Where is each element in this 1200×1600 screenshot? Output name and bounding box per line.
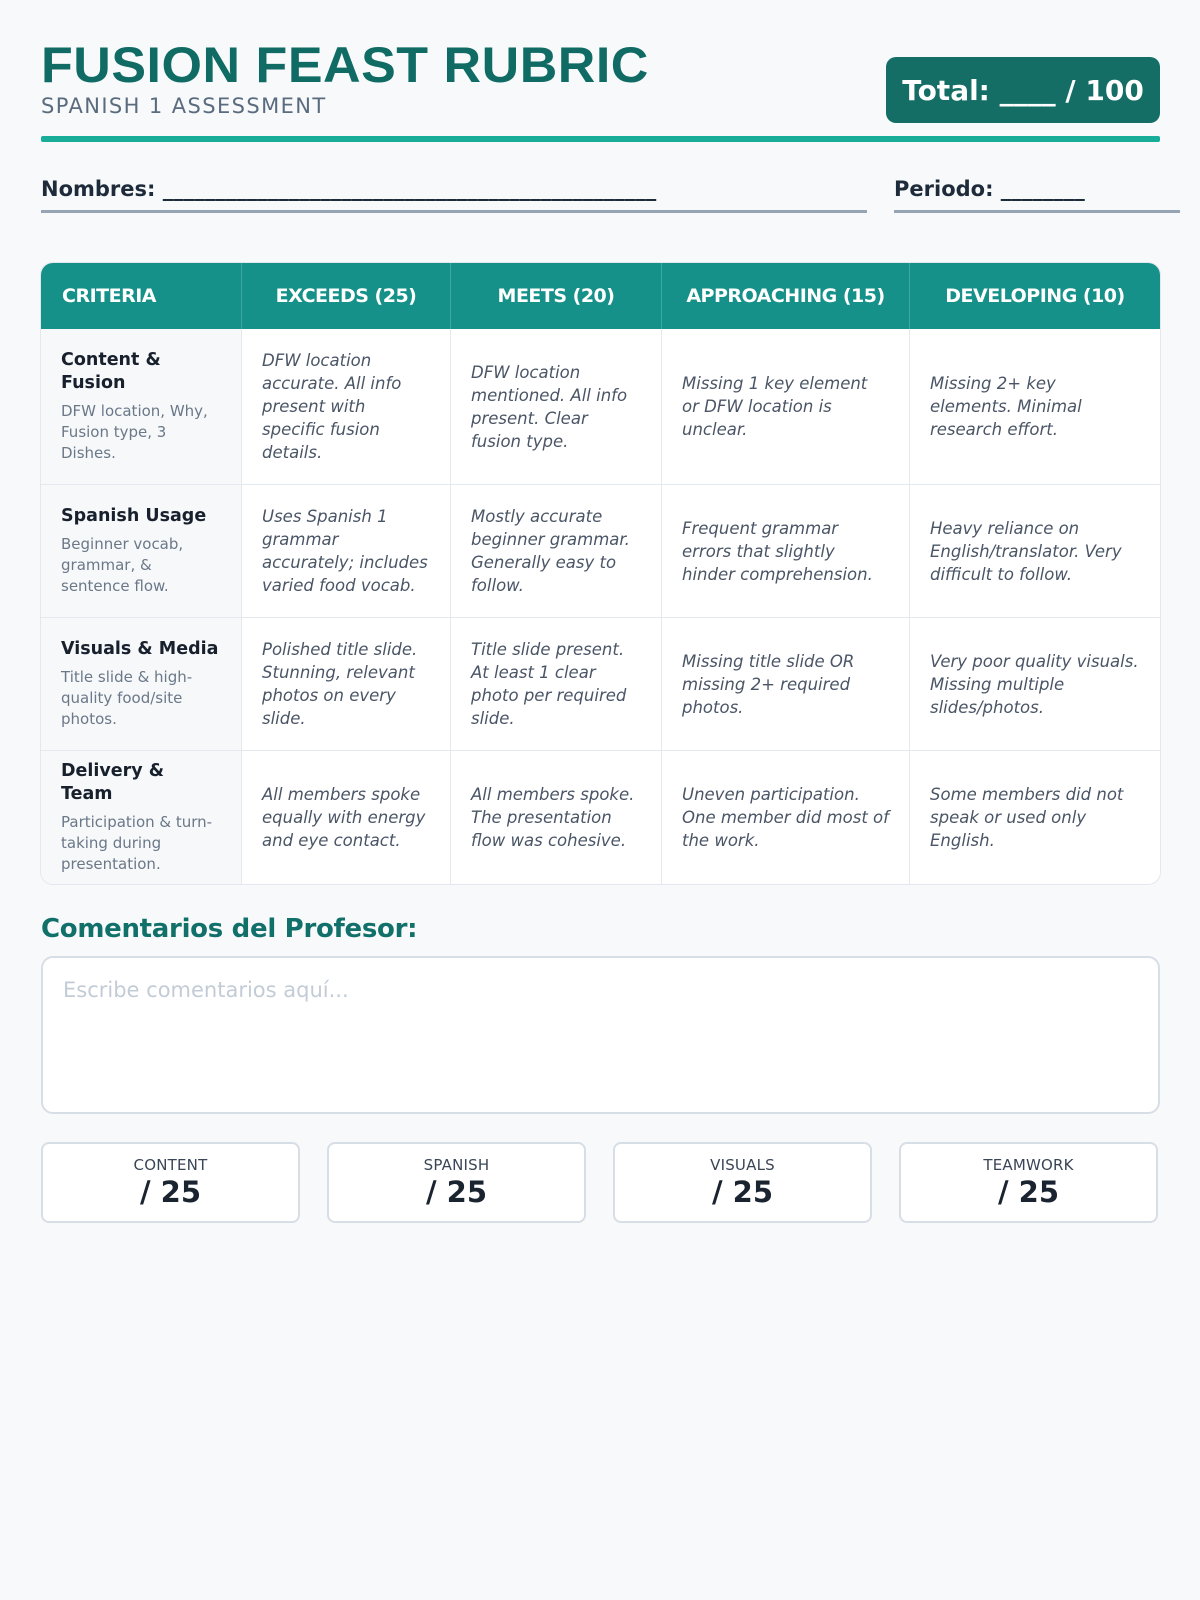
criteria-name: Spanish Usage — [61, 506, 207, 526]
score-value: / 25 — [711, 1175, 774, 1209]
developing-cell: Missing 2+ key elements. Minimal research effort. — [930, 374, 1082, 439]
criteria-description: Participation & turn-taking during presentation. — [61, 813, 213, 873]
meets-cell: All members spoke. The presentation flow was cohesive. — [451, 750, 662, 884]
criteria-cell — [41, 617, 242, 750]
criteria-description: DFW location, Why, Fusion type, 3 Dishes. — [61, 402, 208, 462]
score-box-content[interactable] — [41, 1142, 300, 1223]
approaching-cell: Missing title slide OR missing 2+ required photos. — [662, 617, 910, 750]
column-header-criteria: CRITERIA — [41, 263, 242, 329]
exceeds-cell: Uses Spanish 1 grammar accurately; includes varied food vocab. — [242, 484, 451, 617]
meets-cell: Mostly accurate beginner grammar. Generally easy to follow. — [451, 484, 662, 617]
meets-cell: DFW location mentioned. All info present. Clear fusion type. — [451, 329, 662, 484]
approaching-cell: Uneven participation. One member did most of the work. — [662, 750, 910, 884]
column-header-meets: MEETS (20) — [451, 263, 662, 329]
rubric-row-content — [41, 329, 1160, 484]
approaching-cell: Missing 1 key element or DFW location is unclear. — [662, 329, 910, 484]
rubric-header-row — [41, 263, 1160, 329]
page-header — [41, 37, 1160, 143]
total-score-badge: Total: ____ / 100 — [886, 57, 1160, 123]
names-field[interactable]: Nombres: _______________________________________________ — [41, 171, 867, 213]
criteria-name: Content & Fusion — [61, 350, 161, 393]
criteria-cell — [41, 750, 242, 884]
score-box-teamwork[interactable] — [899, 1142, 1158, 1223]
score-label: VISUALS — [710, 1156, 775, 1174]
criteria-description: Title slide & high-quality food/site photos. — [61, 668, 193, 728]
score-summary — [41, 1142, 1160, 1223]
approaching-cell: Frequent grammar errors that slightly hinder comprehension. — [662, 484, 910, 617]
column-header-approaching: APPROACHING (15) — [662, 263, 910, 329]
developing-cell: Some members did not speak or used only English. — [910, 750, 1160, 884]
score-value: / 25 — [425, 1175, 488, 1209]
page-subtitle: SPANISH 1 ASSESSMENT — [41, 94, 327, 118]
page-title: FUSION FEAST RUBRIC — [41, 37, 649, 93]
rubric-row-delivery — [41, 750, 1160, 884]
score-label: SPANISH — [423, 1156, 490, 1174]
comments-input[interactable] — [41, 956, 1160, 1114]
score-value: / 25 — [997, 1175, 1060, 1209]
criteria-cell — [41, 484, 242, 617]
score-box-spanish[interactable] — [327, 1142, 586, 1223]
student-info-row — [41, 143, 1160, 263]
score-value: / 25 — [139, 1175, 202, 1209]
exceeds-cell: All members spoke equally with energy and eye contact. — [242, 750, 451, 884]
rubric-table — [41, 263, 1160, 884]
developing-cell: Heavy reliance on English/translator. Very difficult to follow. — [910, 484, 1160, 617]
criteria-description: Beginner vocab, grammar, & sentence flow. — [61, 535, 184, 595]
criteria-name: Visuals & Media — [61, 639, 219, 659]
exceeds-cell: DFW location accurate. All info present with specific fusion details. — [242, 329, 451, 484]
rubric-row-visuals — [41, 617, 1160, 750]
criteria-cell — [41, 329, 242, 484]
period-field[interactable]: Periodo: ________ — [894, 171, 1180, 213]
meets-cell: Title slide present. At least 1 clear photo per required slide. — [451, 617, 662, 750]
column-header-exceeds: EXCEEDS (25) — [242, 263, 451, 329]
column-header-developing: DEVELOPING (10) — [910, 263, 1160, 329]
comments-heading: Comentarios del Profesor: — [41, 914, 418, 944]
score-box-visuals[interactable] — [613, 1142, 872, 1223]
rubric-row-spanish — [41, 484, 1160, 617]
exceeds-cell: Polished title slide. Stunning, relevant photos on every slide. — [242, 617, 451, 750]
developing-cell: Very poor quality visuals. Missing multiple slides/photos. — [910, 617, 1160, 750]
score-label: CONTENT — [133, 1156, 208, 1174]
criteria-name: Delivery & Team — [61, 761, 165, 804]
header-divider — [41, 136, 1160, 142]
score-label: TEAMWORK — [983, 1156, 1074, 1174]
